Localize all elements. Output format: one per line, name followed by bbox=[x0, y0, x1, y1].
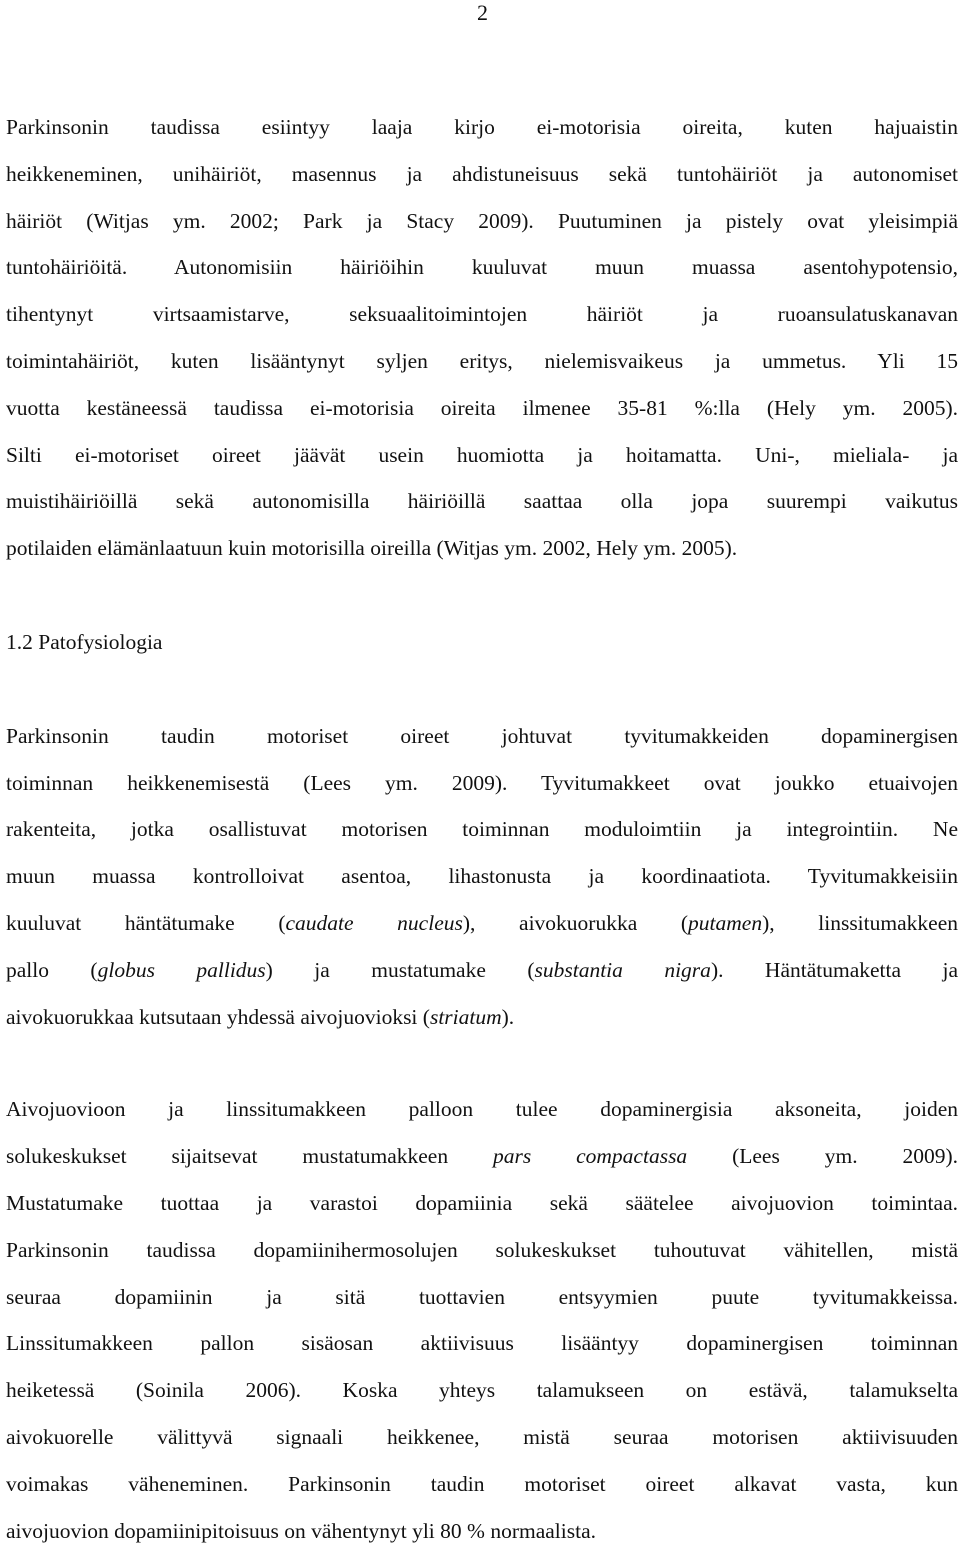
text-line: muun muassa kontrolloivat asentoa, lihastonusta ja koordinaatiota. Tyvitumakkeisiin bbox=[6, 864, 958, 889]
text-line: kuuluvat häntätumake (caudate nucleus), aivokuorukka (putamen), linssitumakkeen bbox=[6, 910, 958, 935]
text-line: rakenteita, jotka osallistuvat motorisen toiminnan moduloimtiin ja integrointiin. Ne bbox=[6, 817, 958, 842]
latin-term: caudate nucleus bbox=[285, 910, 463, 935]
text-line: muistihäiriöillä sekä autonomisilla häiriöillä saattaa olla jopa suurempi vaikutus bbox=[6, 489, 958, 514]
text-line: häiriöt (Witjas ym. 2002; Park ja Stacy 2009). Puutuminen ja pistely ovat yleisimpiä bbox=[6, 208, 958, 233]
text-line: potilaiden elämänlaatuun kuin motorisilla oireilla (Witjas ym. 2002, Hely ym. 2005). bbox=[6, 536, 738, 561]
text-line: tuntohäiriöitä. Autonomisiin häiriöihin kuuluvat muun muassa asentohypotensio, bbox=[6, 255, 958, 280]
text-line: toiminnan heikkenemisestä (Lees ym. 2009). Tyvitumakkeet ovat joukko etuaivojen bbox=[6, 770, 958, 795]
page-number: 2 bbox=[477, 0, 488, 25]
text-line: voimakas väheneminen. Parkinsonin taudin motoriset oireet alkavat vasta, kun bbox=[6, 1471, 958, 1496]
latin-term: putamen bbox=[688, 910, 763, 935]
text-line: seuraa dopamiinin ja sitä tuottavien entsyymien puute tyvitumakkeissa. bbox=[6, 1284, 958, 1309]
text-line: heikkeneminen, unihäiriöt, masennus ja ahdistuneisuus sekä tuntohäiriöt ja autonomiset bbox=[6, 161, 958, 186]
paragraph-nonmotor-symptoms bbox=[6, 104, 958, 572]
text-line: heiketessä (Soinila 2006). Koska yhteys talamukseen on estävä, talamukselta bbox=[6, 1378, 958, 1403]
latin-term: substantia nigra bbox=[534, 957, 711, 982]
text-line: Parkinsonin taudin motoriset oireet johtuvat tyvitumakkeiden dopaminergisen bbox=[6, 723, 958, 748]
latin-term: striatum bbox=[429, 1004, 502, 1029]
paragraph-dopamine bbox=[6, 1086, 958, 1554]
text-line: pallo (globus pallidus) ja mustatumake (substantia nigra). Häntätumaketta ja bbox=[6, 957, 958, 982]
text-line: aivojuovion dopamiinipitoisuus on vähentynyt yli 80 % normaalista. bbox=[6, 1518, 596, 1543]
text-line: vuotta kestäneessä taudissa ei-motorisia oireita ilmenee 35-81 %:lla (Hely ym. 2005). bbox=[6, 395, 958, 420]
latin-term: globus pallidus bbox=[97, 957, 266, 982]
text-line: Aivojuovioon ja linssitumakkeen palloon tulee dopaminergisia aksoneita, joiden bbox=[6, 1097, 958, 1122]
text-line: Parkinsonin taudissa esiintyy laaja kirjo ei-motorisia oireita, kuten hajuaistin bbox=[6, 115, 958, 139]
text-line: Parkinsonin taudissa dopamiinihermosolujen solukeskukset tuhoutuvat vähitellen, mistä bbox=[6, 1237, 958, 1262]
document-body bbox=[6, 104, 958, 1554]
paragraph-pathophysiology bbox=[6, 713, 958, 1041]
latin-term: pars compactassa bbox=[492, 1144, 688, 1169]
text-line: solukeskukset sijaitsevat mustatumakkeen pars compactassa (Lees ym. 2009). bbox=[6, 1144, 958, 1169]
section-heading: 1.2 Patofysiologia bbox=[6, 629, 163, 654]
text-line: toimintahäiriöt, kuten lisääntynyt syljen eritys, nielemisvaikeus ja ummetus. Yli 15 bbox=[6, 348, 958, 373]
text-line: Mustatumake tuottaa ja varastoi dopamiinia sekä säätelee aivojuovion toimintaa. bbox=[6, 1190, 958, 1215]
text-line: Silti ei-motoriset oireet jäävät usein huomiotta ja hoitamatta. Uni-, mieliala- ja bbox=[6, 442, 958, 467]
text-line: aivokuorukkaa kutsutaan yhdessä aivojuovioksi (striatum). bbox=[6, 1004, 515, 1029]
text-line: aivokuorelle välittyvä signaali heikkenee, mistä seuraa motorisen aktiivisuuden bbox=[6, 1424, 958, 1449]
text-line: tihentynyt virtsaamistarve, seksuaalitoimintojen häiriöt ja ruoansulatuskanavan bbox=[6, 302, 958, 327]
text-line: Linssitumakkeen pallon sisäosan aktiivisuus lisääntyy dopaminergisen toiminnan bbox=[6, 1331, 958, 1356]
